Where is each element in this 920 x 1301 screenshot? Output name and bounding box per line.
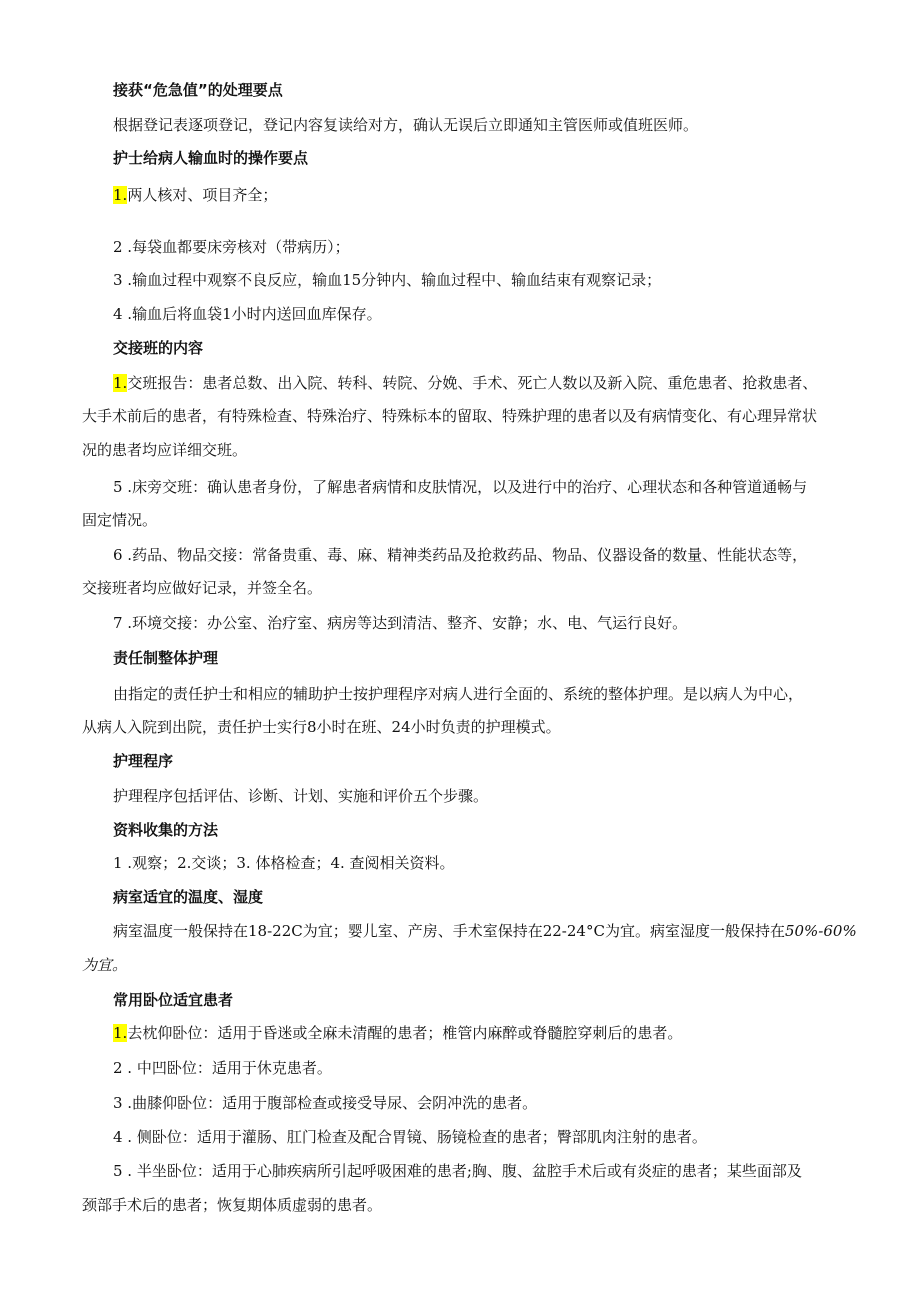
list-item-positions-4: 4 . 侧卧位：适用于灌肠、肛门检查及配合胃镜、肠镜检查的患者；臀部肌肉注射的患者。 [113, 1128, 707, 1146]
list-item-handover-6: 6 .药品、物品交接：常备贵重、毒、麻、精神类药品及抢救药品、物品、仪器设备的数量、性能状态等， [113, 546, 808, 564]
heading-critical-value: 接获“危急值”的处理要点 [113, 81, 283, 99]
paragraph-nursing-process: 护理程序包括评估、诊断、计划、实施和评价五个步骤。 [113, 787, 489, 805]
list-item-handover-6-cont: 交接班者均应做好记录，并签全名。 [82, 579, 323, 597]
list-item-positions-1 [113, 1023, 682, 1043]
paragraph-critical-value: 根据登记表逐项登记，登记内容复读给对方，确认无误后立即通知主管医师或值班医师。 [113, 116, 699, 134]
paragraph-primary-nursing-cont: 从病人入院到出院，责任护士实行8小时在班、24小时负责的护理模式。 [82, 718, 561, 736]
list-item-handover-5: 5 .床旁交班：确认患者身份，了解患者病情和皮肤情况，以及进行中的治疗、心理状态和各种管道通畅与 [113, 478, 808, 496]
list-item-positions-2: 2 . 中凹卧位：适用于休克患者。 [113, 1059, 332, 1077]
highlight-marker: 1. [113, 1024, 128, 1042]
list-item-text: 交班报告：患者总数、出入院、转科、转院、分娩、手术、死亡人数以及新入院、重危患者、抢救患者、 [127, 374, 818, 392]
highlight-marker: 1. [113, 186, 128, 204]
list-item-handover-7: 7 .环境交接：办公室、治疗室、病房等达到清洁、整齐、安静；水、电、气运行良好。 [113, 614, 688, 632]
list-item-transfusion-3: 3 .输血过程中观察不良反应，输血15分钟内、输血过程中、输血结束有观察记录； [113, 271, 662, 289]
paragraph-ward-climate [113, 921, 857, 941]
list-item-transfusion-4: 4 .输血后将血袋1小时内送回血库保存。 [113, 305, 382, 323]
heading-positions: 常用卧位适宜患者 [113, 991, 234, 1009]
paragraph-data-collection: 1 .观察；2.交谈；3. 体格检查；4. 查阅相关资料。 [113, 854, 455, 872]
list-item-text: 去枕仰卧位：适用于昏迷或全麻未清醒的患者；椎管内麻醉或脊髓腔穿刺后的患者。 [127, 1024, 683, 1042]
paragraph-ward-climate-cont: 为宜。 [82, 956, 128, 974]
heading-primary-nursing: 责任制整体护理 [113, 649, 219, 667]
heading-data-collection: 资料收集的方法 [113, 821, 219, 839]
list-item-text: 两人核对、项目齐全； [127, 186, 278, 204]
list-item-transfusion-1 [113, 185, 277, 205]
list-item-positions-5: 5 . 半坐卧位：适用于心肺疾病所引起呼吸困难的患者;胸、腹、盆腔手术后或有炎症的患者；某些面部及 [113, 1162, 802, 1180]
list-item-handover-5-cont: 固定情况。 [82, 511, 158, 529]
list-item-transfusion-2: 2 .每袋血都要床旁核对（带病历）； [113, 238, 350, 256]
heading-handover: 交接班的内容 [113, 339, 204, 357]
list-item-positions-5-cont: 颈部手术后的患者；恢复期体质虚弱的患者。 [82, 1196, 383, 1214]
list-item-handover-1-cont: 大手术前后的患者，有特殊检查、特殊治疗、特殊标本的留取、特殊护理的患者以及有病情变化、有心理异常状 [82, 407, 818, 425]
heading-ward-climate: 病室适宜的温度、湿度 [113, 888, 264, 906]
heading-transfusion: 护士给病人输血时的操作要点 [113, 149, 309, 167]
paragraph-text: 病室温度一般保持在18-22C为宜；婴儿室、产房、手术室保持在22-24°C为宜。病室湿度一般保持在 [113, 922, 785, 940]
humidity-range: 50%-60% [784, 922, 857, 940]
heading-nursing-process: 护理程序 [113, 752, 174, 770]
list-item-handover-1-cont: 况的患者均应详细交班。 [82, 441, 248, 459]
paragraph-primary-nursing: 由指定的责任护士和相应的辅助护士按护理程序对病人进行全面的、系统的整体护理。是以病人为中心， [113, 685, 804, 703]
list-item-handover-1 [113, 373, 817, 393]
list-item-positions-3: 3 .曲膝仰卧位：适用于腹部检查或接受导尿、会阴冲洗的患者。 [113, 1094, 538, 1112]
highlight-marker: 1. [113, 374, 128, 392]
